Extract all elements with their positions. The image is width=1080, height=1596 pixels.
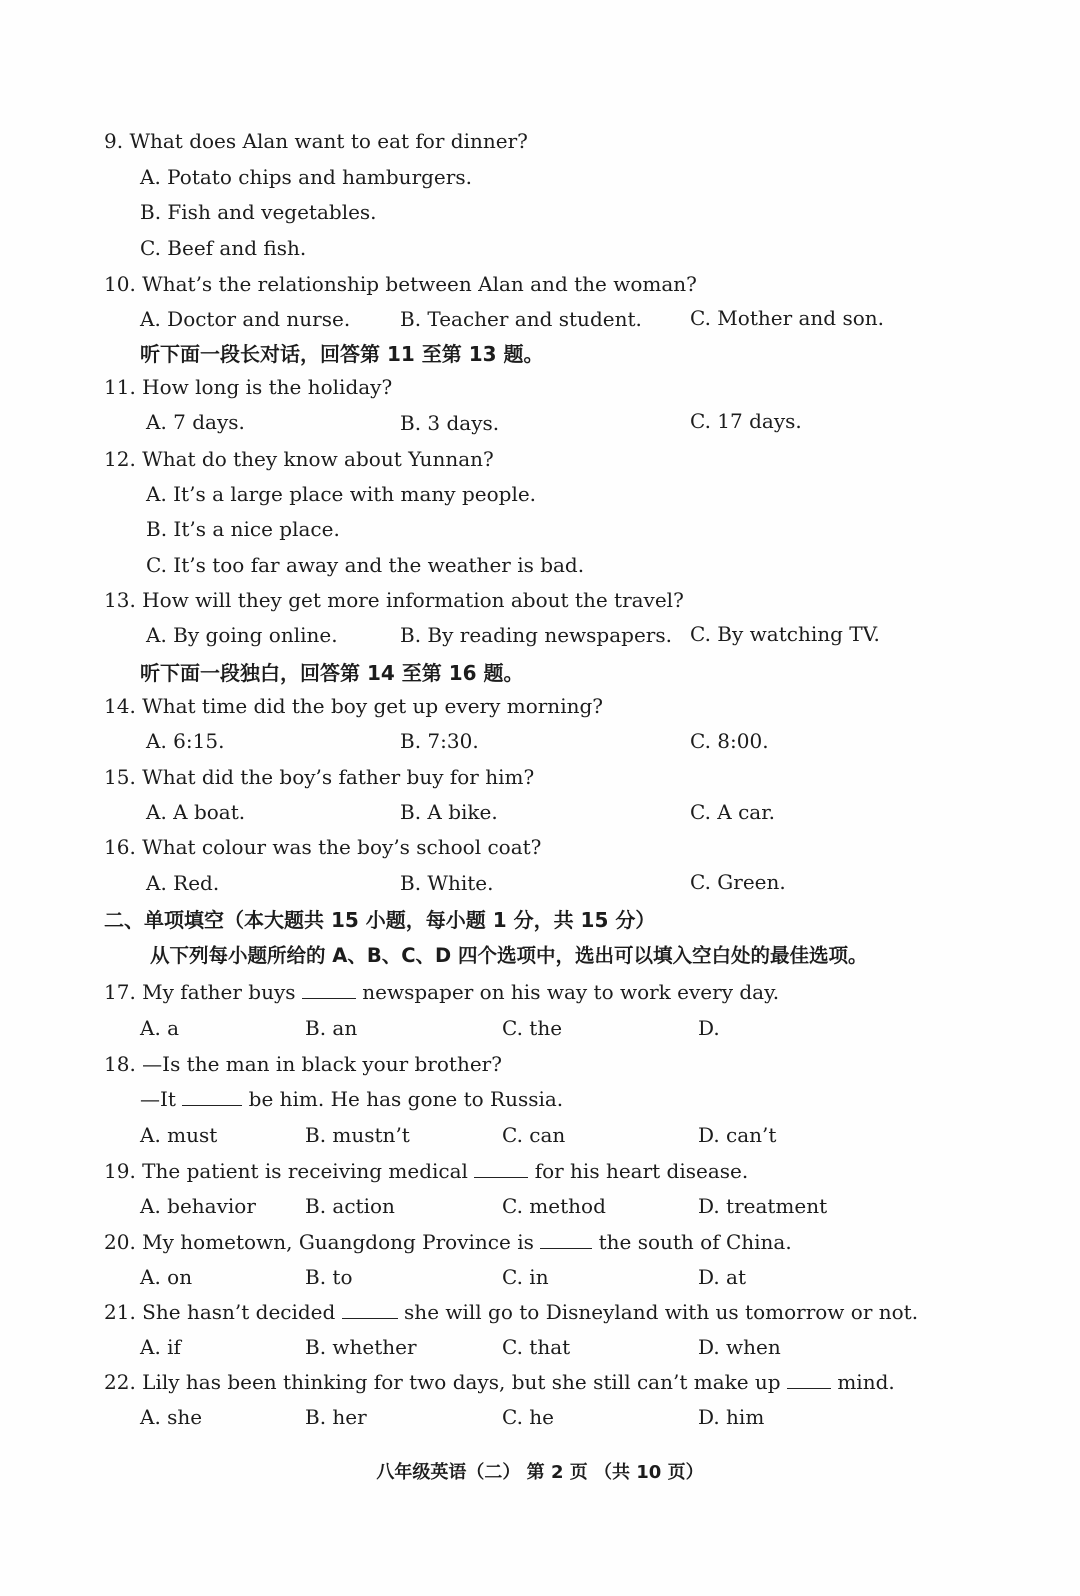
question-20-option-c: C. in [502,1265,549,1289]
question-10-stem: 10. What’s the relationship between Alan and the woman? [104,272,697,296]
question-14-option-b: B. 7:30. [400,729,479,753]
question-22-stem-end: mind. [837,1370,895,1394]
question-22-stem-start: 22. Lily has been thinking for two days, but she still can’t make up [104,1370,781,1394]
answer-blank [474,1159,528,1178]
question-9-option-a: A. Potato chips and hamburgers. [140,165,472,189]
question-11-option-c: C. 17 days. [690,409,802,433]
answer-blank [302,980,356,999]
question-19-option-a: A. behavior [140,1194,256,1218]
question-17-option-d: D. [698,1016,720,1040]
page-footer: 八年级英语（二） 第 2 页 （共 10 页） [376,1462,704,1483]
question-16-option-a: A. Red. [146,871,220,895]
section-instruction-14-16: 听下面一段独白，回答第 14 至第 16 题。 [140,661,524,685]
question-20-option-a: A. on [140,1265,193,1289]
question-20-option-d: D. at [698,1265,746,1289]
question-9-stem: 9. What does Alan want to eat for dinner? [104,129,528,153]
question-17-option-b: B. an [305,1016,358,1040]
question-22-option-a: A. she [140,1405,203,1429]
question-16-option-b: B. White. [400,871,494,895]
question-18-reply-start: —It [140,1087,176,1111]
question-18-reply-end: be him. He has gone to Russia. [248,1087,564,1111]
question-10-option-c: C. Mother and son. [690,306,885,330]
question-19-option-c: C. method [502,1194,606,1218]
question-12-option-a: A. It’s a large place with many people. [146,482,537,506]
question-17-stem-end: newspaper on his way to work every day. [362,980,780,1004]
question-16-option-c: C. Green. [690,870,786,894]
question-10-option-a: A. Doctor and nurse. [140,307,351,331]
question-19-stem-end: for his heart disease. [534,1159,749,1183]
question-18-reply [140,1086,563,1112]
section-heading-grammar: 二、单项填空（本大题共 15 小题，每小题 1 分，共 15 分） [104,908,656,932]
question-14-stem: 14. What time did the boy get up every morning? [104,694,603,718]
question-20-option-b: B. to [305,1265,353,1289]
question-11-option-a: A. 7 days. [146,410,245,434]
question-18-option-d: D. can’t [698,1123,777,1147]
section-instruction-11-13: 听下面一段长对话，回答第 11 至第 13 题。 [140,342,544,366]
question-21-stem-start: 21. She hasn’t decided [104,1300,336,1324]
question-21-stem-end: she will go to Disneyland with us tomorrow or not. [404,1300,919,1324]
question-13-option-c: C. By watching TV. [690,622,880,646]
question-17-option-a: A. a [140,1016,180,1040]
answer-blank [540,1230,592,1249]
answer-blank [182,1087,242,1106]
question-15-option-b: B. A bike. [400,800,498,824]
question-17-stem [104,979,779,1005]
question-21-option-a: A. if [140,1335,181,1359]
answer-blank [342,1300,398,1319]
question-14-option-c: C. 8:00. [690,729,769,753]
question-22-option-d: D. him [698,1405,765,1429]
question-18-option-b: B. mustn’t [305,1123,410,1147]
question-20-stem-end: the south of China. [598,1230,792,1254]
question-9-option-c: C. Beef and fish. [140,236,307,260]
question-22-option-b: B. her [305,1405,367,1429]
question-18-stem: 18. —Is the man in black your brother? [104,1052,502,1076]
question-19-stem [104,1158,748,1184]
question-19-option-b: B. action [305,1194,395,1218]
question-12-stem: 12. What do they know about Yunnan? [104,447,494,471]
question-14-option-a: A. 6:15. [146,729,225,753]
question-17-option-c: C. the [502,1016,563,1040]
answer-blank [787,1370,831,1389]
question-17-stem-start: 17. My father buys [104,980,296,1004]
question-13-option-b: B. By reading newspapers. [400,623,672,647]
question-21-stem [104,1299,918,1325]
question-12-option-b: B. It’s a nice place. [146,517,340,541]
question-18-option-c: C. can [502,1123,566,1147]
question-15-option-a: A. A boat. [146,800,246,824]
question-16-stem: 16. What colour was the boy’s school coat? [104,835,542,859]
question-22-option-c: C. he [502,1405,555,1429]
question-21-option-c: C. that [502,1335,571,1359]
question-15-option-c: C. A car. [690,800,775,824]
question-9-option-b: B. Fish and vegetables. [140,200,377,224]
question-18-option-a: A. must [140,1123,218,1147]
question-20-stem [104,1229,792,1255]
question-12-option-c: C. It’s too far away and the weather is bad. [146,553,585,577]
question-19-stem-start: 19. The patient is receiving medical [104,1159,468,1183]
question-15-stem: 15. What did the boy’s father buy for him? [104,765,535,789]
question-21-option-d: D. when [698,1335,781,1359]
question-19-option-d: D. treatment [698,1194,828,1218]
question-22-stem [104,1369,895,1395]
section-instruction-grammar: 从下列每小题所给的 A、B、C、D 四个选项中，选出可以填入空白处的最佳选项。 [150,944,868,967]
question-13-stem: 13. How will they get more information about the travel? [104,588,684,612]
question-13-option-a: A. By going online. [146,623,338,647]
question-11-stem: 11. How long is the holiday? [104,375,393,399]
question-21-option-b: B. whether [305,1335,417,1359]
question-20-stem-start: 20. My hometown, Guangdong Province is [104,1230,534,1254]
question-11-option-b: B. 3 days. [400,411,500,435]
question-10-option-b: B. Teacher and student. [400,307,642,331]
